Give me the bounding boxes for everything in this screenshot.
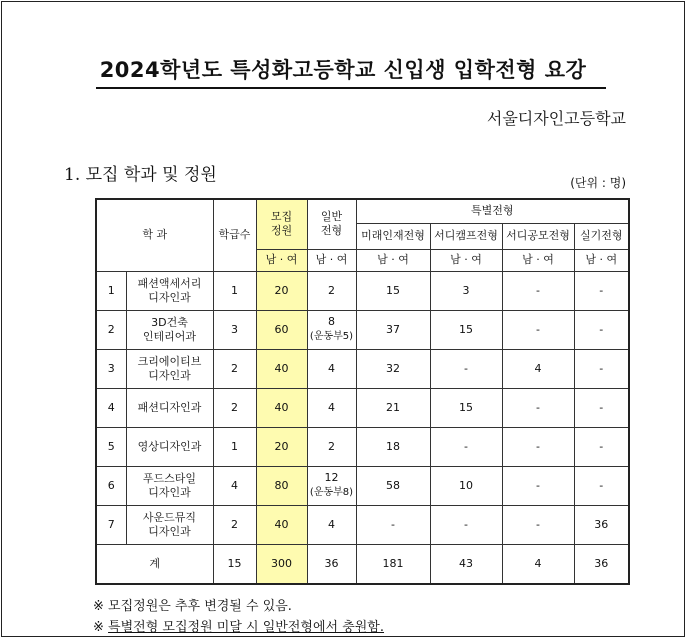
header-special: 특별전형 [356, 199, 629, 223]
general-cell: 12 (운동부8) [307, 466, 356, 505]
classes-cell: 2 [213, 388, 256, 427]
dept-name: 패션디자인과 [126, 388, 213, 427]
sp1-cell: 32 [356, 349, 430, 388]
gender-quota: 남 · 여 [256, 249, 307, 271]
total-sp1: 181 [356, 544, 430, 584]
header-sp3: 서디공모전형 [502, 223, 574, 249]
table-row [96, 388, 629, 427]
table-row [96, 310, 629, 349]
dept-name: 영상디자인과 [126, 427, 213, 466]
general-cell: 2 [307, 427, 356, 466]
total-sp4: 36 [574, 544, 629, 584]
sp1-cell: 58 [356, 466, 430, 505]
row-no: 2 [96, 310, 126, 349]
general-cell: 4 [307, 349, 356, 388]
sp3-cell: - [502, 505, 574, 544]
header-quota: 모집 정원 [256, 199, 307, 249]
sp2-cell: - [430, 349, 502, 388]
header-classes: 학급수 [213, 199, 256, 271]
note-quota-change: ※ 모집정원은 추후 변경될 수 있음. [93, 599, 292, 614]
sp2-cell: 15 [430, 310, 502, 349]
table-row [96, 427, 629, 466]
gender-sp3: 남 · 여 [502, 249, 574, 271]
classes-cell: 2 [213, 505, 256, 544]
dept-name: 패션액세서리 디자인과 [126, 271, 213, 310]
row-no: 1 [96, 271, 126, 310]
row-no: 7 [96, 505, 126, 544]
sp3-cell: - [502, 271, 574, 310]
sp4-cell: - [574, 271, 629, 310]
table-row [96, 349, 629, 388]
sp3-cell: - [502, 427, 574, 466]
classes-cell: 1 [213, 427, 256, 466]
table-row [96, 271, 629, 310]
classes-cell: 2 [213, 349, 256, 388]
table-row [96, 505, 629, 544]
quota-cell: 40 [256, 388, 307, 427]
classes-cell: 1 [213, 271, 256, 310]
unit-label: (단위 : 명) [570, 176, 626, 190]
sp4-cell: - [574, 466, 629, 505]
quota-cell: 20 [256, 427, 307, 466]
classes-cell: 3 [213, 310, 256, 349]
dept-name: 푸드스타일 디자인과 [126, 466, 213, 505]
sp2-cell: 15 [430, 388, 502, 427]
sp4-cell: - [574, 427, 629, 466]
general-cell: 2 [307, 271, 356, 310]
quota-cell: 80 [256, 466, 307, 505]
header-sp1: 미래인재전형 [356, 223, 430, 249]
gender-general: 남 · 여 [307, 249, 356, 271]
sp1-cell: 37 [356, 310, 430, 349]
sp4-cell: - [574, 349, 629, 388]
general-cell: 4 [307, 505, 356, 544]
quota-cell: 40 [256, 349, 307, 388]
note-fill-vacancy: ※ 특별전형 모집정원 미달 시 일반전형에서 충원함. [93, 620, 385, 635]
row-no: 6 [96, 466, 126, 505]
dept-name: 3D건축 인테리어과 [126, 310, 213, 349]
quota-cell: 20 [256, 271, 307, 310]
header-dept: 학 과 [96, 199, 213, 271]
header-general: 일반 전형 [307, 199, 356, 249]
total-row [96, 544, 629, 584]
document-page [1, 1, 685, 637]
page-title: 2024학년도 특성화고등학교 신입생 입학전형 요강 [99, 58, 587, 82]
sp2-cell: - [430, 505, 502, 544]
general-cell: 4 [307, 388, 356, 427]
row-no: 3 [96, 349, 126, 388]
sp2-cell: 3 [430, 271, 502, 310]
sp1-cell: 21 [356, 388, 430, 427]
sp3-cell: - [502, 310, 574, 349]
dept-name: 사운드뮤직 디자인과 [126, 505, 213, 544]
sp3-cell: - [502, 466, 574, 505]
total-quota: 300 [256, 544, 307, 584]
sp1-cell: 15 [356, 271, 430, 310]
general-cell: 8 (운동부5) [307, 310, 356, 349]
sp3-cell: 4 [502, 349, 574, 388]
row-no: 5 [96, 427, 126, 466]
section-heading: 1. 모집 학과 및 정원 [64, 165, 217, 185]
sp3-cell: - [502, 388, 574, 427]
total-general: 36 [307, 544, 356, 584]
sp2-cell: 10 [430, 466, 502, 505]
total-sp3: 4 [502, 544, 574, 584]
sp4-cell: 36 [574, 505, 629, 544]
sp1-cell: - [356, 505, 430, 544]
sp1-cell: 18 [356, 427, 430, 466]
gender-sp4: 남 · 여 [574, 249, 629, 271]
total-label: 계 [96, 544, 213, 584]
admission-table [95, 198, 630, 585]
header-sp2: 서디캠프전형 [430, 223, 502, 249]
gender-sp2: 남 · 여 [430, 249, 502, 271]
header-sp4: 실기전형 [574, 223, 629, 249]
sp4-cell: - [574, 388, 629, 427]
title-underline [96, 87, 606, 89]
sp4-cell: - [574, 310, 629, 349]
quota-cell: 60 [256, 310, 307, 349]
total-sp2: 43 [430, 544, 502, 584]
row-no: 4 [96, 388, 126, 427]
sp2-cell: - [430, 427, 502, 466]
quota-cell: 40 [256, 505, 307, 544]
dept-name: 크리에이티브 디자인과 [126, 349, 213, 388]
gender-sp1: 남 · 여 [356, 249, 430, 271]
school-name: 서울디자인고등학교 [486, 109, 626, 128]
classes-cell: 4 [213, 466, 256, 505]
table-row [96, 466, 629, 505]
total-classes: 15 [213, 544, 256, 584]
